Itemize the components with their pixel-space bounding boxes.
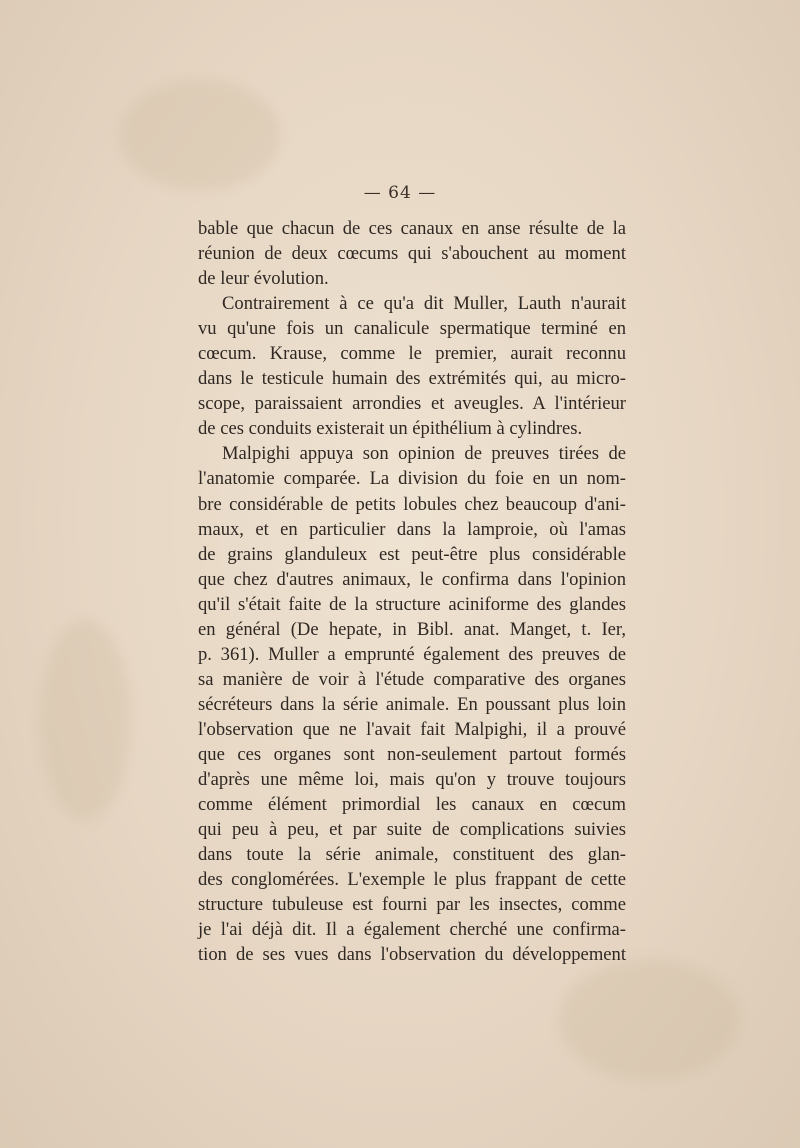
text-line: réunion de deux cœcums qui s'abouchent au moment bbox=[198, 243, 626, 265]
text-line: Contrairement à ce qu'a dit Muller, Lauth n'aurait bbox=[222, 293, 626, 315]
text-line: sécréteurs dans la série animale. En poussant plus loin bbox=[198, 693, 626, 715]
text-line: qu'il s'était faite de la structure aciniforme des glandes bbox=[198, 593, 626, 615]
text-line: que ces organes sont non-seulement partout formés bbox=[198, 743, 626, 765]
text-line: comme élément primordial les canaux en cœcum bbox=[198, 794, 626, 816]
text-line: de ces conduits existerait un épithélium à cylindres. bbox=[198, 418, 583, 440]
text-line: d'après une même loi, mais qu'on y trouve toujours bbox=[198, 769, 626, 791]
paper-stain bbox=[560, 960, 740, 1080]
text-line: tion de ses vues dans l'observation du développement bbox=[198, 944, 626, 966]
text-line: structure tubuleuse est fourni par les insectes, comme bbox=[198, 894, 626, 916]
text-line: l'observation que ne l'avait fait Malpighi, il a prouvé bbox=[198, 718, 626, 740]
text-line: dans le testicule humain des extrémités qui, au micro- bbox=[198, 368, 626, 390]
text-line: bre considérable de petits lobules chez beaucoup d'ani- bbox=[198, 493, 626, 515]
text-line: bable que chacun de ces canaux en anse résulte de la bbox=[198, 218, 626, 239]
paper-stain bbox=[40, 620, 130, 820]
text-line: de grains glanduleux est peut-être plus considérable bbox=[198, 543, 626, 565]
text-line: vu qu'une fois un canalicule spermatique terminé en bbox=[198, 318, 626, 340]
text-line: l'anatomie comparée. La division du foie en un nom- bbox=[198, 468, 626, 490]
text-line: dans toute la série animale, constituent des glan- bbox=[198, 844, 626, 866]
text-line: des conglomérées. L'exemple le plus frappant de cette bbox=[198, 869, 626, 891]
text-line: de leur évolution. bbox=[198, 268, 329, 290]
text-line: que chez d'autres animaux, le confirma dans l'opinion bbox=[198, 568, 626, 590]
paper-stain bbox=[120, 80, 280, 190]
text-line: scope, paraissaient arrondies et aveugles. A l'intérieur bbox=[198, 393, 626, 415]
text-line: sa manière de voir à l'étude comparative des organes bbox=[198, 668, 626, 690]
text-line: Malpighi appuya son opinion de preuves tirées de bbox=[222, 443, 626, 465]
text-line: p. 361). Muller a emprunté également des preuves de bbox=[198, 643, 626, 665]
text-line: en général (De hepate, in Bibl. anat. Manget, t. Ier, bbox=[198, 618, 626, 640]
text-line: je l'ai déjà dit. Il a également cherché une confirma- bbox=[198, 919, 626, 941]
text-line: qui peu à peu, et par suite de complications suivies bbox=[198, 819, 626, 841]
page-number: — 64 — bbox=[363, 183, 437, 203]
text-line: cœcum. Krause, comme le premier, aurait reconnu bbox=[198, 343, 626, 365]
body-text bbox=[198, 216, 626, 967]
text-line: maux, et en particulier dans la lamproie, où l'amas bbox=[198, 518, 626, 540]
